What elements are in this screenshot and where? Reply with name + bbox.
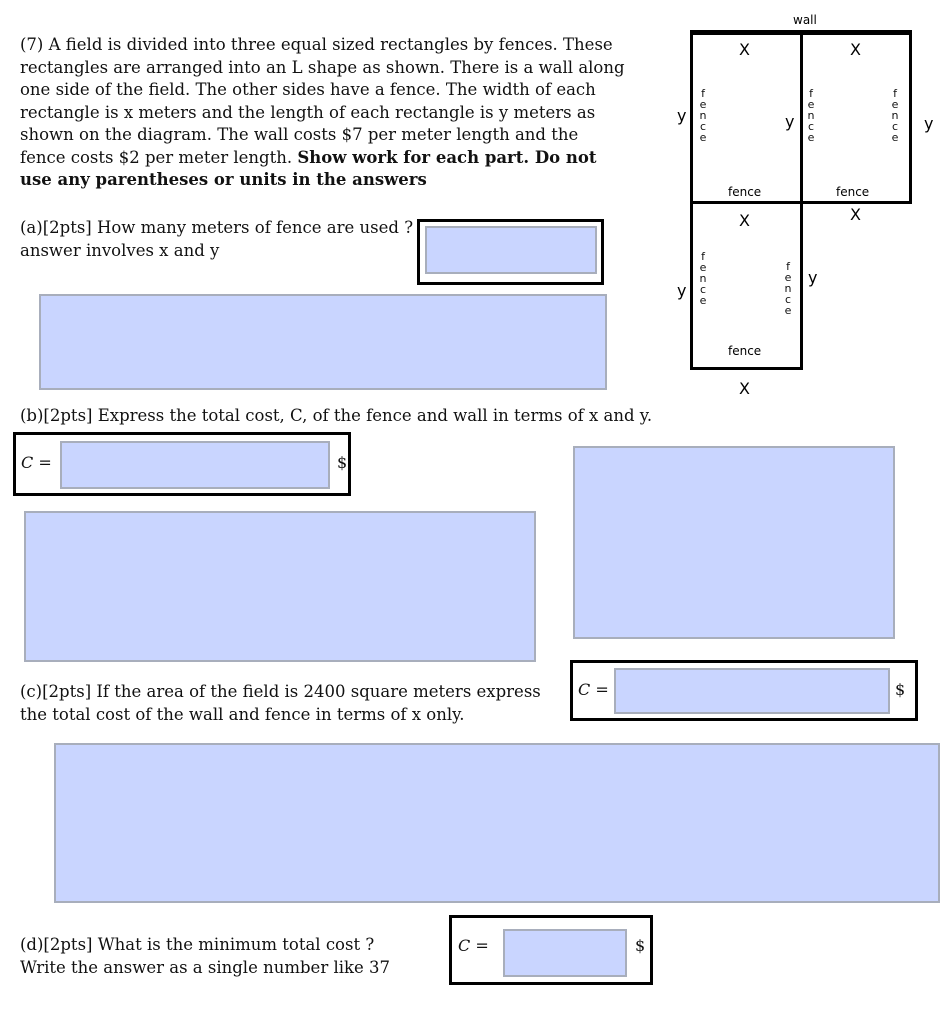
part-b-answer-box xyxy=(13,432,351,496)
part-d-line-2: Write the answer as a single number like 37 xyxy=(20,957,391,977)
fence-letter: f xyxy=(786,260,790,273)
fence-letter: f xyxy=(809,87,813,100)
y-label-bottom-left: y xyxy=(677,281,687,300)
fence-label-top-left: fence xyxy=(728,185,762,199)
x-label-middle-right: X xyxy=(850,205,861,224)
fence-letter: e xyxy=(807,131,815,144)
fence-letter: e xyxy=(699,98,707,111)
part-a-question xyxy=(20,217,413,262)
part-d-dollar-sign: $ xyxy=(635,936,646,955)
x-label-top-right: X xyxy=(850,40,861,59)
part-a-work-area[interactable] xyxy=(39,294,607,390)
problem-instruction: Show work for each part. Do not xyxy=(297,147,597,167)
fence-letter: e xyxy=(784,271,792,284)
fence-label-bottom: fence xyxy=(728,344,762,358)
x-label-top-left: X xyxy=(739,40,750,59)
problem-line-3: one side of the field. The other sides have a fence. The width of each xyxy=(20,80,596,99)
problem-statement xyxy=(20,34,630,192)
x-label-middle-left: X xyxy=(739,211,750,230)
scratch-area-right[interactable] xyxy=(573,446,895,639)
part-b-c-label: C = xyxy=(21,453,52,472)
fence-letter: c xyxy=(784,293,792,306)
fence-letter: e xyxy=(784,304,792,317)
y-label-top-middle: y xyxy=(785,112,795,131)
part-c-answer-input[interactable] xyxy=(614,668,890,714)
fence-letter: n xyxy=(891,109,899,122)
fence-letter: f xyxy=(701,87,705,100)
fence-letter: n xyxy=(807,109,815,122)
part-d-c-label: C = xyxy=(458,936,489,955)
x-label-bottom: X xyxy=(739,379,750,398)
fence-letter: e xyxy=(891,131,899,144)
fence-letter: e xyxy=(807,98,815,111)
part-c-answer-box xyxy=(570,660,918,721)
part-d-answer-box xyxy=(449,915,653,985)
fence-letter: n xyxy=(784,282,792,295)
fence-vertical-top-middle xyxy=(806,88,816,143)
fence-vertical-top-left xyxy=(698,88,708,143)
fence-letter: f xyxy=(701,250,705,263)
y-label-top-right: y xyxy=(924,114,934,133)
problem-line-4: rectangle is x meters and the length of each rectangle is y meters as xyxy=(20,102,596,122)
part-c-work-area[interactable] xyxy=(54,743,940,903)
fence-letter: c xyxy=(699,120,707,133)
part-a-line-2: answer involves x and y xyxy=(20,240,220,260)
y-label-bottom-right: y xyxy=(808,268,818,287)
part-c-question xyxy=(20,681,541,726)
part-a-line-1: (a)[2pts] How many meters of fence are used ? xyxy=(20,218,414,237)
fence-vertical-top-right xyxy=(890,88,900,143)
part-a-answer-input[interactable] xyxy=(425,226,597,274)
fence-letter: c xyxy=(891,120,899,133)
part-b-dollar-sign: $ xyxy=(337,453,348,472)
problem-line-1: (7) A field is divided into three equal sized rectangles by fences. These xyxy=(20,35,613,54)
problem-line-6 xyxy=(20,147,630,170)
part-c-line-1: (c)[2pts] If the area of the field is 2400 square meters express xyxy=(20,682,541,701)
part-c-dollar-sign: $ xyxy=(895,680,906,699)
fence-letter: e xyxy=(699,261,707,274)
fence-letter: n xyxy=(699,272,707,285)
problem-line-5: shown on the diagram. The wall costs $7 per meter length and the xyxy=(20,125,579,144)
part-c-c-label: C = xyxy=(578,680,609,699)
part-b-question: (b)[2pts] Express the total cost, C, of the fence and wall in terms of x and y. xyxy=(20,406,653,425)
problem-line-2: rectangles are arranged into an L shape as shown. There is a wall along xyxy=(20,57,625,77)
wall-label: wall xyxy=(793,13,817,27)
fence-letter: e xyxy=(699,294,707,307)
y-label-top-left: y xyxy=(677,106,687,125)
fence-label-top-right: fence xyxy=(836,185,870,199)
problem-line-6a: fence costs $2 per meter length. xyxy=(20,147,298,167)
part-c-line-2: the total cost of the wall and fence in terms of x only. xyxy=(20,704,465,724)
part-d-line-1: (d)[2pts] What is the minimum total cost ? xyxy=(20,935,375,954)
field-diagram xyxy=(660,0,940,410)
fence-letter: e xyxy=(891,98,899,111)
fence-vertical-bottom-right xyxy=(783,261,793,316)
fence-letter: f xyxy=(893,87,897,100)
part-a-answer-box xyxy=(417,219,604,285)
fence-letter: n xyxy=(699,109,707,122)
fence-letter: e xyxy=(699,131,707,144)
part-b-answer-input[interactable] xyxy=(60,441,330,489)
part-d-answer-input[interactable] xyxy=(503,929,627,977)
fence-vertical-bottom-left xyxy=(698,251,708,306)
problem-line-7: use any parentheses or units in the answers xyxy=(20,170,427,189)
part-d-question xyxy=(20,934,390,979)
fence-letter: c xyxy=(699,283,707,296)
part-b-work-area[interactable] xyxy=(24,511,536,662)
fence-letter: c xyxy=(807,120,815,133)
